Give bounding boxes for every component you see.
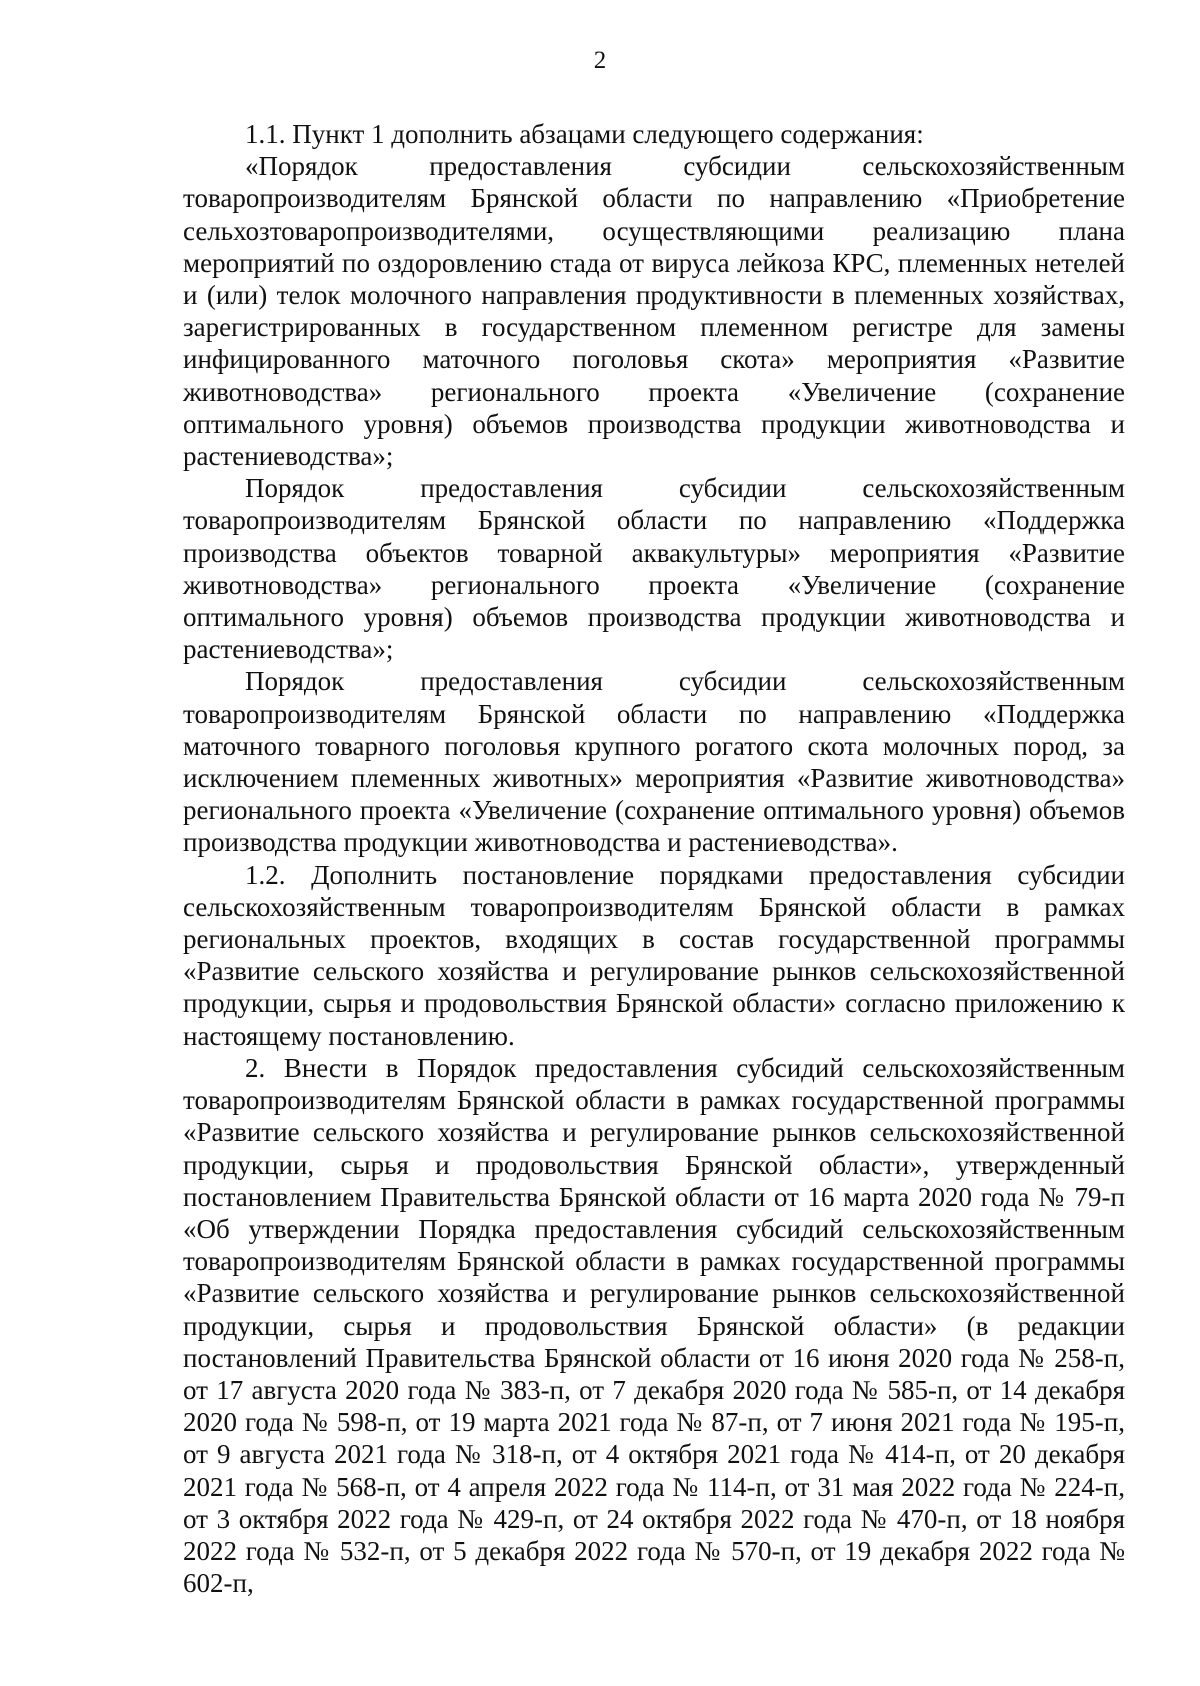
paragraph-order-leucosis: «Порядок предоставления субсидии сельскохозяйственным товаропроизводителям Брянской области по направлению «Приобретение сельхозтоваропроизводителями, осуществляющими реализацию плана мероприятий по оздоровлению стада от вируса лейкоза КРС, племенных нетелей и (или) телок молочного направления продуктивности в племенных хозяйствах, зарегистрированных в государственном племенном регистре для замены инфицированного маточного поголовья скота» мероприятия «Развитие животноводства» регионального проекта «Увеличение (сохранение оптимального уровня) объемов производства продукции животноводства и растениеводства»; bbox=[183, 151, 1125, 472]
paragraph-order-dairy-cattle: Порядок предоставления субсидии сельскохозяйственным товаропроизводителям Брянской области по направлению «Поддержка маточного товарного поголовья крупного рогатого скота молочных пород, за исключением племенных животных» мероприятия «Развитие животноводства» регионального проекта «Увеличение (сохранение оптимального уровня) объемов производства продукции животноводства и растениеводства». bbox=[183, 666, 1125, 858]
paragraph-1-2: 1.2. Дополнить постановление порядками предоставления субсидии сельскохозяйственным товаропроизводителям Брянской области в рамках региональных проектов, входящих в состав государственной программы «Развитие сельского хозяйства и регулирование рынков сельскохозяйственной продукции, сырья и продовольствия Брянской области» согласно приложению к настоящему постановлению. bbox=[183, 859, 1125, 1051]
paragraph-1-1-intro: 1.1. Пункт 1 дополнить абзацами следующего содержания: bbox=[245, 119, 924, 149]
page-number: 2 bbox=[593, 47, 607, 74]
document-body bbox=[183, 118, 1125, 1599]
paragraph-order-aquaculture: Порядок предоставления субсидии сельскохозяйственным товаропроизводителям Брянской области по направлению «Поддержка производства объектов товарной аквакультуры» мероприятия «Развитие животноводства» регионального проекта «Увеличение (сохранение оптимального уровня) объемов производства продукции животноводства и растениеводства»; bbox=[183, 473, 1125, 665]
paragraph-2-amendments: 2. Внести в Порядок предоставления субсидий сельскохозяйственным товаропроизводителям Брянской области в рамках государственной программы «Развитие сельского хозяйства и регулирование рынков сельскохозяйственной продукции, сырья и продовольствия Брянской области», утвержденный постановлением Правительства Брянской области от 16 марта 2020 года № 79-п «Об утверждении Порядка предоставления субсидий сельскохозяйственным товаропроизводителям Брянской области в рамках государственной программы «Развитие сельского хозяйства и регулирование рынков сельскохозяйственной продукции, сырья и продовольствия Брянской области» (в редакции постановлений Правительства Брянской области от 16 июня 2020 года № 258-п, от 17 августа 2020 года № 383-п, от 7 декабря 2020 года № 585-п, от 14 декабря 2020 года № 598-п, от 19 марта 2021 года № 87-п, от 7 июня 2021 года № 195-п, от 9 августа 2021 года № 318-п, от 4 октября 2021 года № 414-п, от 20 декабря 2021 года № 568-п, от 4 апреля 2022 года № 114-п, от 31 мая 2022 года № 224-п, от 3 октября 2022 года № 429-п, от 24 октября 2022 года № 470-п, от 18 ноября 2022 года № 532-п, от 5 декабря 2022 года № 570-п, от 19 декабря 2022 года № 602-п, bbox=[183, 1052, 1125, 1599]
